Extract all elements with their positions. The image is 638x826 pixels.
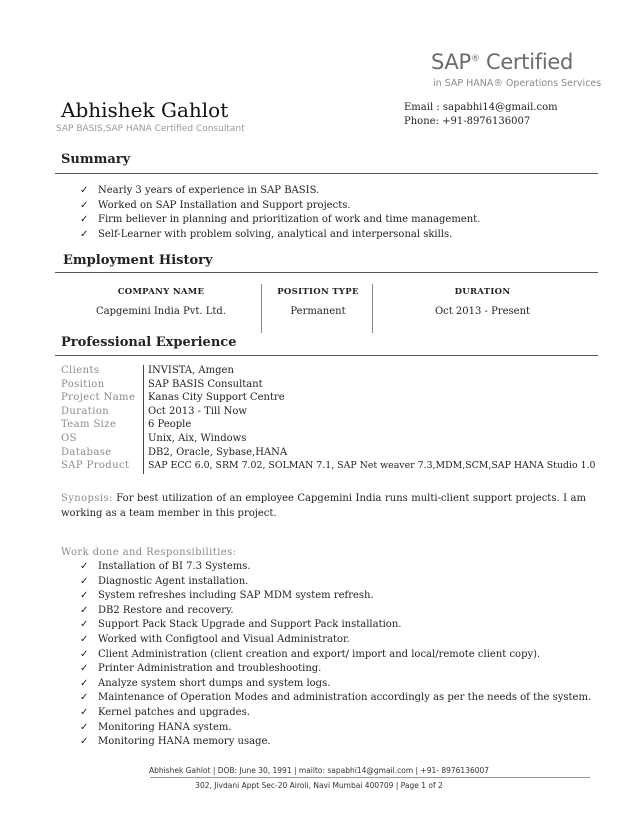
employment-heading: Employment History — [63, 253, 213, 268]
list-item: ✓ System refreshes including SAP MDM system refresh. — [80, 589, 591, 604]
detail-row: Team Size 6 People — [61, 419, 596, 433]
list-item: ✓ Client Administration (client creation and export/ import and local/remote client copy). — [80, 648, 591, 663]
employment-col-duration: DURATION — [454, 287, 511, 297]
detail-row: Clients INVISTA, Amgen — [61, 365, 596, 379]
employment-position: Permanent — [290, 306, 346, 317]
candidate-name: Abhishek Gahlot — [61, 98, 229, 122]
employment-rule — [55, 272, 598, 273]
check-icon: ✓ — [80, 721, 89, 733]
list-item: ✓ Diagnostic Agent installation. — [80, 575, 591, 590]
list-item: ✓ Worked with Configtool and Visual Administrator. — [80, 633, 591, 648]
employment-col-position: POSITION TYPE — [277, 287, 359, 297]
check-icon: ✓ — [80, 185, 89, 196]
check-icon: ✓ — [80, 619, 89, 631]
list-item: ✓ Kernel patches and upgrades. — [80, 706, 591, 721]
synopsis-label: Synopsis: — [61, 493, 113, 504]
list-item: ✓ Worked on SAP Installation and Support projects. — [80, 199, 480, 214]
check-icon: ✓ — [80, 561, 89, 572]
detail-row: SAP Product SAP ECC 6.0, SRM 7.02, SOLMAN 7.1, SAP Net weaver 7.3,MDM,SCM,SAP HANA Studio 1.0 — [61, 460, 596, 474]
footer-rule — [150, 777, 590, 778]
check-icon: ✓ — [80, 692, 89, 704]
list-item: ✓ Monitoring HANA memory usage. — [80, 735, 591, 750]
footer-line-1: Abhishek Gahlot | DOB: June 30, 1991 | mailto: sapabhi14@gmail.com | +91- 8976136007 — [148, 766, 490, 775]
employment-divider — [261, 284, 262, 333]
check-icon: ✓ — [80, 736, 89, 748]
list-item: ✓ Installation of BI 7.3 Systems. — [80, 560, 591, 575]
check-icon: ✓ — [80, 199, 89, 211]
check-icon: ✓ — [80, 648, 89, 660]
check-icon: ✓ — [80, 677, 89, 689]
check-icon: ✓ — [80, 214, 89, 226]
experience-heading: Professional Experience — [61, 335, 237, 350]
summary-list — [80, 184, 480, 242]
synopsis-text: For best utilization of an employee Capgemini India runs multi-client support projects. I am working as a team member in this project. — [61, 493, 586, 519]
list-item: ✓ Printer Administration and troubleshooting. — [80, 662, 591, 677]
check-icon: ✓ — [80, 590, 89, 602]
contact-block — [404, 101, 558, 129]
logo-tagline: in SAP HANA® Operations Services — [433, 78, 602, 89]
employment-divider — [372, 284, 373, 333]
check-icon: ✓ — [80, 575, 89, 587]
list-item: ✓ Support Pack Stack Upgrade and Support Pack installation. — [80, 618, 591, 633]
sap-certified-logo — [431, 50, 573, 74]
candidate-title: SAP BASIS,SAP HANA Certified Consultant — [56, 124, 245, 134]
contact-phone: Phone: +91-8976136007 — [404, 116, 531, 127]
check-icon: ✓ — [80, 706, 89, 718]
employment-company: Capgemini India Pvt. Ltd. — [96, 306, 226, 317]
logo-brand: SAP — [431, 50, 471, 74]
list-item: ✓ Maintenance of Operation Modes and administration accordingly as per the needs of the system. — [80, 691, 591, 706]
logo-mark: ® — [470, 54, 480, 64]
logo-word: Certified — [485, 50, 574, 74]
responsibilities-list — [80, 560, 591, 750]
check-icon: ✓ — [80, 633, 89, 645]
detail-row: Duration Oct 2013 - Till Now — [61, 406, 596, 420]
experience-rule — [55, 355, 598, 356]
employment-col-company: COMPANY NAME — [117, 287, 205, 297]
footer-line-2: 302, Jivdani Appt Sec-20 Airoli, Navi Mumbai 400709 | Page 1 of 2 — [195, 781, 443, 790]
list-item: ✓ Firm believer in planning and prioritization of work and time management. — [80, 213, 480, 228]
list-item: ✓ Monitoring HANA system. — [80, 721, 591, 736]
list-item: ✓ Analyze system short dumps and system logs. — [80, 677, 591, 692]
check-icon: ✓ — [80, 228, 89, 240]
contact-email: Email : sapabhi14@gmail.com — [404, 102, 558, 113]
work-label: Work done and Responsibilities: — [61, 547, 237, 558]
check-icon: ✓ — [80, 604, 89, 616]
check-icon: ✓ — [80, 663, 89, 675]
list-item: ✓ Self-Learner with problem solving, analytical and interpersonal skills. — [80, 228, 480, 243]
detail-row: Project Name Kanas City Support Centre — [61, 392, 596, 406]
project-details — [61, 365, 596, 474]
summary-heading: Summary — [61, 152, 131, 167]
detail-row: Database DB2, Oracle, Sybase,HANA — [61, 447, 596, 461]
list-item: ✓ Nearly 3 years of experience in SAP BASIS. — [80, 184, 480, 199]
detail-row: Position SAP BASIS Consultant — [61, 379, 596, 393]
summary-rule — [55, 173, 598, 174]
detail-row: OS Unix, Aix, Windows — [61, 433, 596, 447]
employment-duration: Oct 2013 - Present — [434, 306, 531, 317]
synopsis — [61, 491, 586, 521]
list-item: ✓ DB2 Restore and recovery. — [80, 604, 591, 619]
